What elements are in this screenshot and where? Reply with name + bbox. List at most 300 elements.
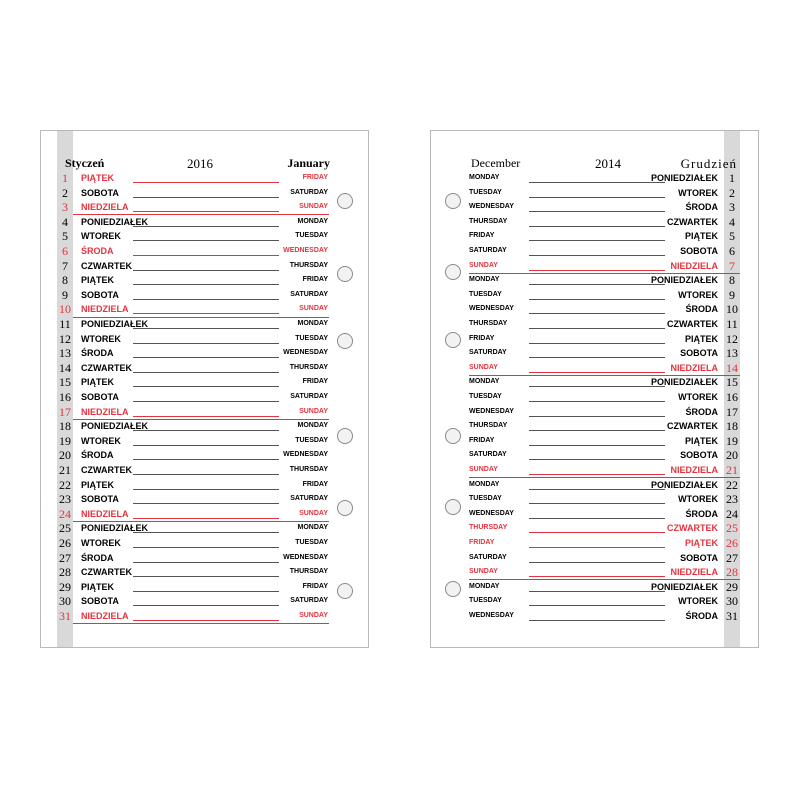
weekday-polish: PIĄTEK <box>684 333 718 344</box>
weekday-polish: CZWARTEK <box>667 216 718 227</box>
weekday-english: FRIDAY <box>469 436 495 444</box>
weekday-english: WEDNESDAY <box>469 203 514 211</box>
day-row <box>431 390 760 405</box>
weekday-polish: ŚRODA <box>81 552 114 563</box>
day-number: 24 <box>726 506 738 521</box>
weekday-english: TUESDAY <box>295 436 328 444</box>
day-number: 5 <box>729 229 735 244</box>
weekday-english: WEDNESDAY <box>469 612 514 619</box>
day-number: 10 <box>59 302 71 317</box>
day-row <box>431 594 760 609</box>
weekday-english: FRIDAY <box>302 378 328 386</box>
binder-hole-icon <box>445 193 461 209</box>
writing-line <box>529 372 665 373</box>
page-header <box>471 153 737 173</box>
day-number: 13 <box>59 346 71 361</box>
writing-line <box>133 182 279 183</box>
day-row <box>431 332 760 347</box>
day-row <box>41 375 370 390</box>
weekday-polish: ŚRODA <box>81 246 114 256</box>
day-row <box>41 244 370 259</box>
month-name-english: December <box>471 156 521 170</box>
day-row <box>431 405 760 420</box>
weekday-english: FRIDAY <box>302 276 328 284</box>
writing-line <box>133 197 279 198</box>
writing-line <box>133 430 279 431</box>
binder-hole-icon <box>445 428 461 444</box>
weekday-polish: ŚRODA <box>81 348 114 359</box>
weekday-polish: PIĄTEK <box>684 435 718 446</box>
weekday-polish: SOBOTA <box>680 450 718 461</box>
weekday-polish: WTOREK <box>81 538 121 548</box>
writing-line <box>133 240 279 241</box>
day-row <box>431 580 760 595</box>
day-row <box>431 200 760 215</box>
writing-line <box>529 386 665 387</box>
weekday-english: MONDAY <box>469 582 500 590</box>
writing-line <box>133 255 279 256</box>
day-number: 5 <box>62 229 68 244</box>
weekday-polish: NIEDZIELA <box>670 362 718 373</box>
writing-line <box>133 503 279 504</box>
weekday-english: FRIDAY <box>302 480 328 488</box>
binder-hole-icon <box>337 428 353 444</box>
day-number: 16 <box>59 390 71 404</box>
right-planner-page <box>430 130 759 648</box>
day-number: 29 <box>59 579 71 594</box>
day-number: 15 <box>59 375 71 390</box>
weekday-polish: SOBOTA <box>81 187 119 198</box>
day-number: 13 <box>726 346 738 361</box>
weekday-polish: WTOREK <box>678 289 718 300</box>
weekday-polish: SOBOTA <box>81 392 119 402</box>
day-number: 28 <box>726 565 738 580</box>
weekday-english: FRIDAY <box>469 232 495 240</box>
weekday-english: WEDNESDAY <box>283 349 328 357</box>
day-number: 14 <box>726 360 738 375</box>
day-row <box>431 288 760 303</box>
day-number: 27 <box>726 550 738 565</box>
day-row <box>41 361 370 376</box>
weekday-polish: ŚRODA <box>685 508 718 519</box>
writing-line <box>133 445 279 446</box>
writing-line <box>529 255 665 256</box>
weekday-english: WEDNESDAY <box>283 553 328 561</box>
weekday-polish: SOBOTA <box>81 494 119 505</box>
left-planner-page <box>40 130 369 648</box>
weekday-english: THURSDAY <box>469 217 508 225</box>
day-number: 16 <box>726 390 738 404</box>
weekday-english: MONDAY <box>469 276 500 284</box>
weekday-english: THURSDAY <box>289 261 328 269</box>
writing-line <box>529 562 665 563</box>
day-row <box>431 346 760 361</box>
day-row <box>41 551 370 566</box>
weekday-english: SATURDAY <box>290 393 328 400</box>
writing-line <box>529 211 665 212</box>
weekday-polish: PIĄTEK <box>81 377 115 388</box>
weekday-polish: WTOREK <box>678 187 718 198</box>
writing-line <box>133 416 279 417</box>
weekday-polish: PIĄTEK <box>81 275 115 286</box>
day-row <box>431 259 760 274</box>
day-number: 8 <box>729 273 735 288</box>
weekday-english: TUESDAY <box>469 290 502 298</box>
day-number: 17 <box>726 404 738 419</box>
day-row <box>431 317 760 332</box>
weekday-polish: PONIEDZIAŁEK <box>650 275 718 286</box>
weekday-polish: ŚRODA <box>81 450 114 461</box>
weekday-english: THURSDAY <box>289 363 328 371</box>
writing-line <box>529 532 665 533</box>
weekday-polish: WTOREK <box>81 333 121 344</box>
day-row <box>41 521 370 536</box>
day-row <box>431 565 760 580</box>
weekday-english: SATURDAY <box>469 451 507 459</box>
day-row <box>41 346 370 361</box>
weekday-polish: CZWARTEK <box>667 421 718 432</box>
writing-line <box>529 605 665 606</box>
writing-line <box>133 562 279 563</box>
weekday-english: WEDNESDAY <box>283 451 328 459</box>
day-row <box>431 492 760 507</box>
weekday-polish: PIĄTEK <box>81 173 115 183</box>
writing-line <box>529 270 665 271</box>
day-row <box>431 507 760 522</box>
binder-hole-icon <box>337 583 353 599</box>
weekday-english: TUESDAY <box>295 539 328 546</box>
day-number: 4 <box>729 214 735 229</box>
binder-hole-icon <box>445 264 461 280</box>
day-number: 9 <box>729 287 735 302</box>
weekday-english: THURSDAY <box>469 320 508 327</box>
weekday-english: MONDAY <box>297 217 328 225</box>
weekday-english: SUNDAY <box>469 568 498 576</box>
writing-line <box>133 299 279 300</box>
day-row <box>41 259 370 274</box>
day-row <box>431 375 760 390</box>
month-name-english: January <box>287 156 330 170</box>
day-row <box>41 478 370 493</box>
year-label: 2016 <box>187 156 213 171</box>
day-row <box>41 302 370 317</box>
day-row <box>41 580 370 595</box>
writing-line <box>529 620 665 621</box>
day-number: 23 <box>59 492 71 507</box>
day-number: 26 <box>59 536 71 550</box>
weekday-polish: PONIEDZIAŁEK <box>650 173 718 183</box>
writing-line <box>133 547 279 548</box>
writing-line <box>529 284 665 285</box>
weekday-english: MONDAY <box>469 378 500 386</box>
weekday-english: TUESDAY <box>295 232 328 240</box>
weekday-polish: WTOREK <box>678 494 718 505</box>
day-number: 15 <box>726 375 738 390</box>
day-row <box>431 186 760 201</box>
day-number: 8 <box>62 273 68 288</box>
writing-line <box>529 503 665 504</box>
weekday-polish: NIEDZIELA <box>670 567 718 578</box>
day-number: 1 <box>62 171 68 185</box>
writing-line <box>529 547 665 548</box>
weekday-english: SUNDAY <box>299 612 328 619</box>
day-number: 11 <box>59 317 71 331</box>
weekday-english: WEDNESDAY <box>283 247 328 254</box>
day-row <box>41 594 370 609</box>
writing-line <box>133 474 279 475</box>
day-row <box>431 215 760 230</box>
month-name-polish: Grudzień <box>680 156 737 171</box>
day-number: 17 <box>59 404 71 419</box>
weekday-polish: PIĄTEK <box>81 581 115 592</box>
day-number: 21 <box>59 463 71 477</box>
weekday-polish: WTOREK <box>81 435 121 446</box>
binder-hole-icon <box>445 581 461 597</box>
day-row <box>41 492 370 507</box>
day-row <box>41 390 370 405</box>
day-row <box>41 609 370 624</box>
day-row <box>431 229 760 244</box>
writing-line <box>133 591 279 592</box>
year-label: 2014 <box>595 156 621 171</box>
weekday-polish: NIEDZIELA <box>81 508 129 519</box>
day-row <box>41 229 370 244</box>
writing-line <box>529 343 665 344</box>
writing-line <box>133 372 279 373</box>
weekday-english: WEDNESDAY <box>469 509 514 517</box>
weekday-english: SATURDAY <box>469 349 507 357</box>
weekday-english: SATURDAY <box>469 553 507 561</box>
day-row <box>41 405 370 420</box>
weekday-english: SATURDAY <box>469 247 507 254</box>
weekday-english: TUESDAY <box>469 495 502 503</box>
writing-line <box>529 182 665 183</box>
day-row <box>431 244 760 259</box>
day-row <box>431 171 760 186</box>
day-row <box>41 434 370 449</box>
writing-line <box>529 313 665 314</box>
writing-line <box>529 459 665 460</box>
weekday-polish: ŚRODA <box>685 406 718 417</box>
weekday-polish: WTOREK <box>81 231 121 242</box>
day-number: 24 <box>59 506 71 521</box>
weekday-english: SUNDAY <box>299 203 328 211</box>
weekday-polish: ŚRODA <box>685 202 718 213</box>
day-row <box>431 551 760 566</box>
day-number: 22 <box>726 477 738 492</box>
binder-hole-icon <box>445 499 461 515</box>
day-row <box>41 273 370 288</box>
weekday-english: TUESDAY <box>469 597 502 605</box>
day-number: 18 <box>59 419 71 434</box>
weekday-english: SATURDAY <box>290 597 328 605</box>
day-number: 4 <box>62 214 68 229</box>
day-number: 23 <box>726 492 738 507</box>
writing-line <box>133 284 279 285</box>
day-row <box>431 361 760 376</box>
weekday-english: MONDAY <box>297 320 328 327</box>
weekday-polish: PIĄTEK <box>684 231 718 242</box>
writing-line <box>133 270 279 271</box>
day-number: 29 <box>726 579 738 594</box>
day-number: 26 <box>726 536 738 550</box>
day-row <box>431 273 760 288</box>
day-number: 28 <box>59 565 71 580</box>
day-number: 31 <box>726 609 738 623</box>
weekday-english: SUNDAY <box>469 363 498 371</box>
weekday-english: MONDAY <box>297 524 328 532</box>
day-row <box>431 463 760 478</box>
day-row <box>41 215 370 230</box>
day-number: 19 <box>59 433 71 448</box>
weekday-polish: CZWARTEK <box>667 319 718 329</box>
writing-line <box>529 416 665 417</box>
weekday-english: MONDAY <box>469 480 500 488</box>
weekday-english: FRIDAY <box>302 174 328 181</box>
day-row <box>431 419 760 434</box>
writing-line <box>133 328 279 329</box>
day-number: 2 <box>62 185 68 200</box>
weekday-english: MONDAY <box>297 422 328 430</box>
writing-line <box>133 357 279 358</box>
writing-line <box>529 591 665 592</box>
day-number: 11 <box>726 317 738 331</box>
day-row <box>41 419 370 434</box>
day-number: 20 <box>726 448 738 463</box>
writing-line <box>133 489 279 490</box>
day-row <box>41 463 370 478</box>
day-number: 22 <box>59 477 71 492</box>
writing-line <box>133 211 279 212</box>
writing-line <box>133 576 279 577</box>
weekday-polish: NIEDZIELA <box>81 406 129 417</box>
weekday-english: SATURDAY <box>290 290 328 298</box>
weekday-polish: ŚRODA <box>685 611 718 621</box>
weekday-polish: NIEDZIELA <box>81 304 129 315</box>
writing-line <box>133 313 279 314</box>
weekday-english: TUESDAY <box>469 393 502 400</box>
day-row <box>431 609 760 624</box>
weekday-english: SUNDAY <box>469 466 498 473</box>
day-number: 27 <box>59 550 71 565</box>
writing-line <box>529 474 665 475</box>
day-number: 19 <box>726 433 738 448</box>
day-row <box>41 536 370 551</box>
weekday-english: TUESDAY <box>295 334 328 342</box>
weekday-english: WEDNESDAY <box>469 407 514 415</box>
day-number: 25 <box>726 521 738 536</box>
weekday-polish: PONIEDZIAŁEK <box>81 319 149 329</box>
day-number: 10 <box>726 302 738 317</box>
weekday-polish: SOBOTA <box>680 552 718 563</box>
day-row <box>41 448 370 463</box>
writing-line <box>133 605 279 606</box>
writing-line <box>133 620 279 621</box>
binder-hole-icon <box>337 333 353 349</box>
writing-line <box>529 518 665 519</box>
weekday-polish: PONIEDZIAŁEK <box>650 581 718 592</box>
day-number: 7 <box>729 258 735 273</box>
weekday-english: SUNDAY <box>469 261 498 269</box>
weekday-polish: PONIEDZIAŁEK <box>81 216 149 227</box>
day-row <box>431 521 760 536</box>
weekday-polish: CZWARTEK <box>81 362 132 373</box>
weekday-polish: NIEDZIELA <box>670 465 718 475</box>
weekday-english: FRIDAY <box>469 334 495 342</box>
weekday-english: THURSDAY <box>289 568 328 576</box>
weekday-polish: CZWARTEK <box>81 465 132 475</box>
weekday-polish: SOBOTA <box>680 348 718 359</box>
day-row <box>41 507 370 522</box>
day-row <box>41 200 370 215</box>
day-row <box>41 186 370 201</box>
writing-line <box>133 459 279 460</box>
day-number: 1 <box>729 171 735 185</box>
weekday-polish: WTOREK <box>678 596 718 607</box>
writing-line <box>133 226 279 227</box>
writing-line <box>529 401 665 402</box>
writing-line <box>529 445 665 446</box>
weekday-english: SUNDAY <box>299 407 328 415</box>
weekday-polish: PIĄTEK <box>81 479 115 490</box>
weekday-polish: ŚRODA <box>685 304 718 315</box>
day-number: 30 <box>726 594 738 609</box>
weekday-polish: PONIEDZIAŁEK <box>81 421 149 432</box>
day-number: 12 <box>59 331 71 346</box>
day-row <box>41 288 370 303</box>
writing-line <box>529 328 665 329</box>
day-row <box>41 565 370 580</box>
writing-line <box>133 401 279 402</box>
day-number: 25 <box>59 521 71 536</box>
weekday-polish: PONIEDZIAŁEK <box>650 377 718 388</box>
weekday-english: THURSDAY <box>469 524 508 532</box>
writing-line <box>529 357 665 358</box>
weekday-english: MONDAY <box>469 174 500 181</box>
day-row <box>431 302 760 317</box>
day-number: 14 <box>59 360 71 375</box>
weekday-english: SUNDAY <box>299 509 328 517</box>
day-row <box>41 171 370 186</box>
writing-line <box>529 226 665 227</box>
day-number: 7 <box>62 258 68 273</box>
weekday-english: THURSDAY <box>289 466 328 473</box>
day-row <box>41 317 370 332</box>
weekday-polish: SOBOTA <box>81 289 119 300</box>
binder-hole-icon <box>445 332 461 348</box>
weekday-polish: NIEDZIELA <box>670 260 718 271</box>
weekday-polish: WTOREK <box>678 392 718 402</box>
day-row <box>431 448 760 463</box>
weekday-english: SATURDAY <box>290 495 328 503</box>
weekday-english: SATURDAY <box>290 188 328 196</box>
day-row <box>431 536 760 551</box>
weekday-polish: CZWARTEK <box>81 567 132 578</box>
binder-hole-icon <box>337 266 353 282</box>
day-number: 6 <box>62 244 68 258</box>
binder-hole-icon <box>337 193 353 209</box>
weekday-english: TUESDAY <box>469 188 502 196</box>
weekday-english: FRIDAY <box>469 539 495 546</box>
weekday-polish: SOBOTA <box>680 246 718 256</box>
binder-hole-icon <box>337 500 353 516</box>
writing-line <box>133 518 279 519</box>
weekday-english: SUNDAY <box>299 305 328 313</box>
page-header <box>65 153 330 173</box>
day-number: 18 <box>726 419 738 434</box>
weekday-polish: CZWARTEK <box>667 523 718 534</box>
day-row <box>431 478 760 493</box>
